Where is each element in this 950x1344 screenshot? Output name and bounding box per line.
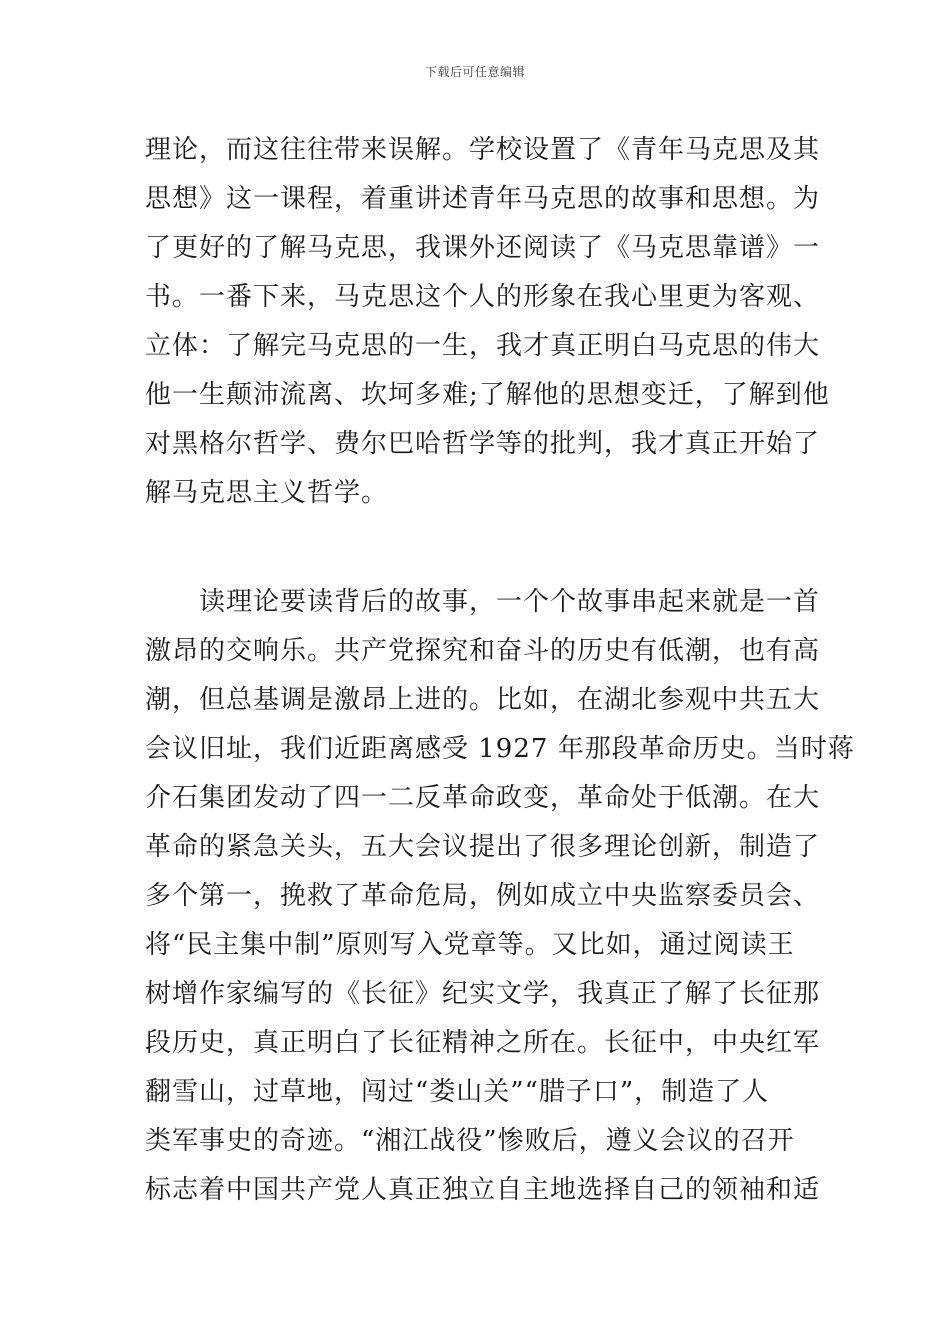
paragraph-line: 类军事史的奇迹。“湘江战役”惨败后，遵义会议的召开 <box>145 1126 795 1156</box>
paragraph-line: 立体：了解完马克思的一生，我才真正明白马克思的伟大 <box>145 331 821 361</box>
paragraph-line: 书。一番下来，马克思这个人的形象在我心里更为客观、 <box>145 282 821 312</box>
paragraph-line: 他一生颠沛流离、坎坷多难;了解他的思想变迁，了解到他 <box>145 380 830 410</box>
paragraph-line: 翻雪山，过草地，闯过“娄山关”“腊子口”，制造了人 <box>145 1077 770 1107</box>
paragraph-line: 思想》这一课程，着重讲述青年马克思的故事和思想。为 <box>145 184 821 214</box>
paragraph-line: 解马克思主义哲学。 <box>145 478 389 508</box>
paragraph-line: 树增作家编写的《长征》纪实文学，我真正了解了长征那 <box>145 979 821 1009</box>
page-header: 下载后可任意编辑 <box>424 65 525 79</box>
paragraph-line-first: 读理论要读背后的故事，一个个故事串起来就是一首 <box>199 587 821 617</box>
paragraph-line: 标志着中国共产党人真正独立自主地选择自己的领袖和适 <box>145 1175 821 1205</box>
paragraph-line: 段历史，真正明白了长征精神之所在。长征中，中央红军 <box>145 1028 821 1058</box>
paragraph-line: 理论，而这往往带来误解。学校设置了《青年马克思及其 <box>145 135 821 165</box>
paragraph-line: 将“民主集中制”原则写入党章等。又比如，通过阅读王 <box>145 930 795 960</box>
paragraph-line: 对黑格尔哲学、费尔巴哈哲学等的批判，我才真正开始了 <box>145 429 821 459</box>
paragraph-line: 激昂的交响乐。共产党探究和奋斗的历史有低潮，也有高 <box>145 636 821 666</box>
paragraph-line: 了更好的了解马克思，我课外还阅读了《马克思靠谱》一 <box>145 233 821 263</box>
paragraph-1 <box>145 126 830 518</box>
paragraph-2 <box>145 578 855 1215</box>
paragraph-line: 潮，但总基调是激昂上进的。比如，在湖北参观中共五大 <box>145 685 821 715</box>
paragraph-line: 革命的紧急关头，五大会议提出了很多理论创新，制造了 <box>145 832 821 862</box>
paragraph-line: 多个第一，挽救了革命危局，例如成立中央监察委员会、 <box>145 881 821 911</box>
paragraph-line: 介石集团发动了四一二反革命政变，革命处于低潮。在大 <box>145 783 821 813</box>
paragraph-line: 会议旧址，我们近距离感受 1927 年那段革命历史。当时蒋 <box>145 734 855 764</box>
